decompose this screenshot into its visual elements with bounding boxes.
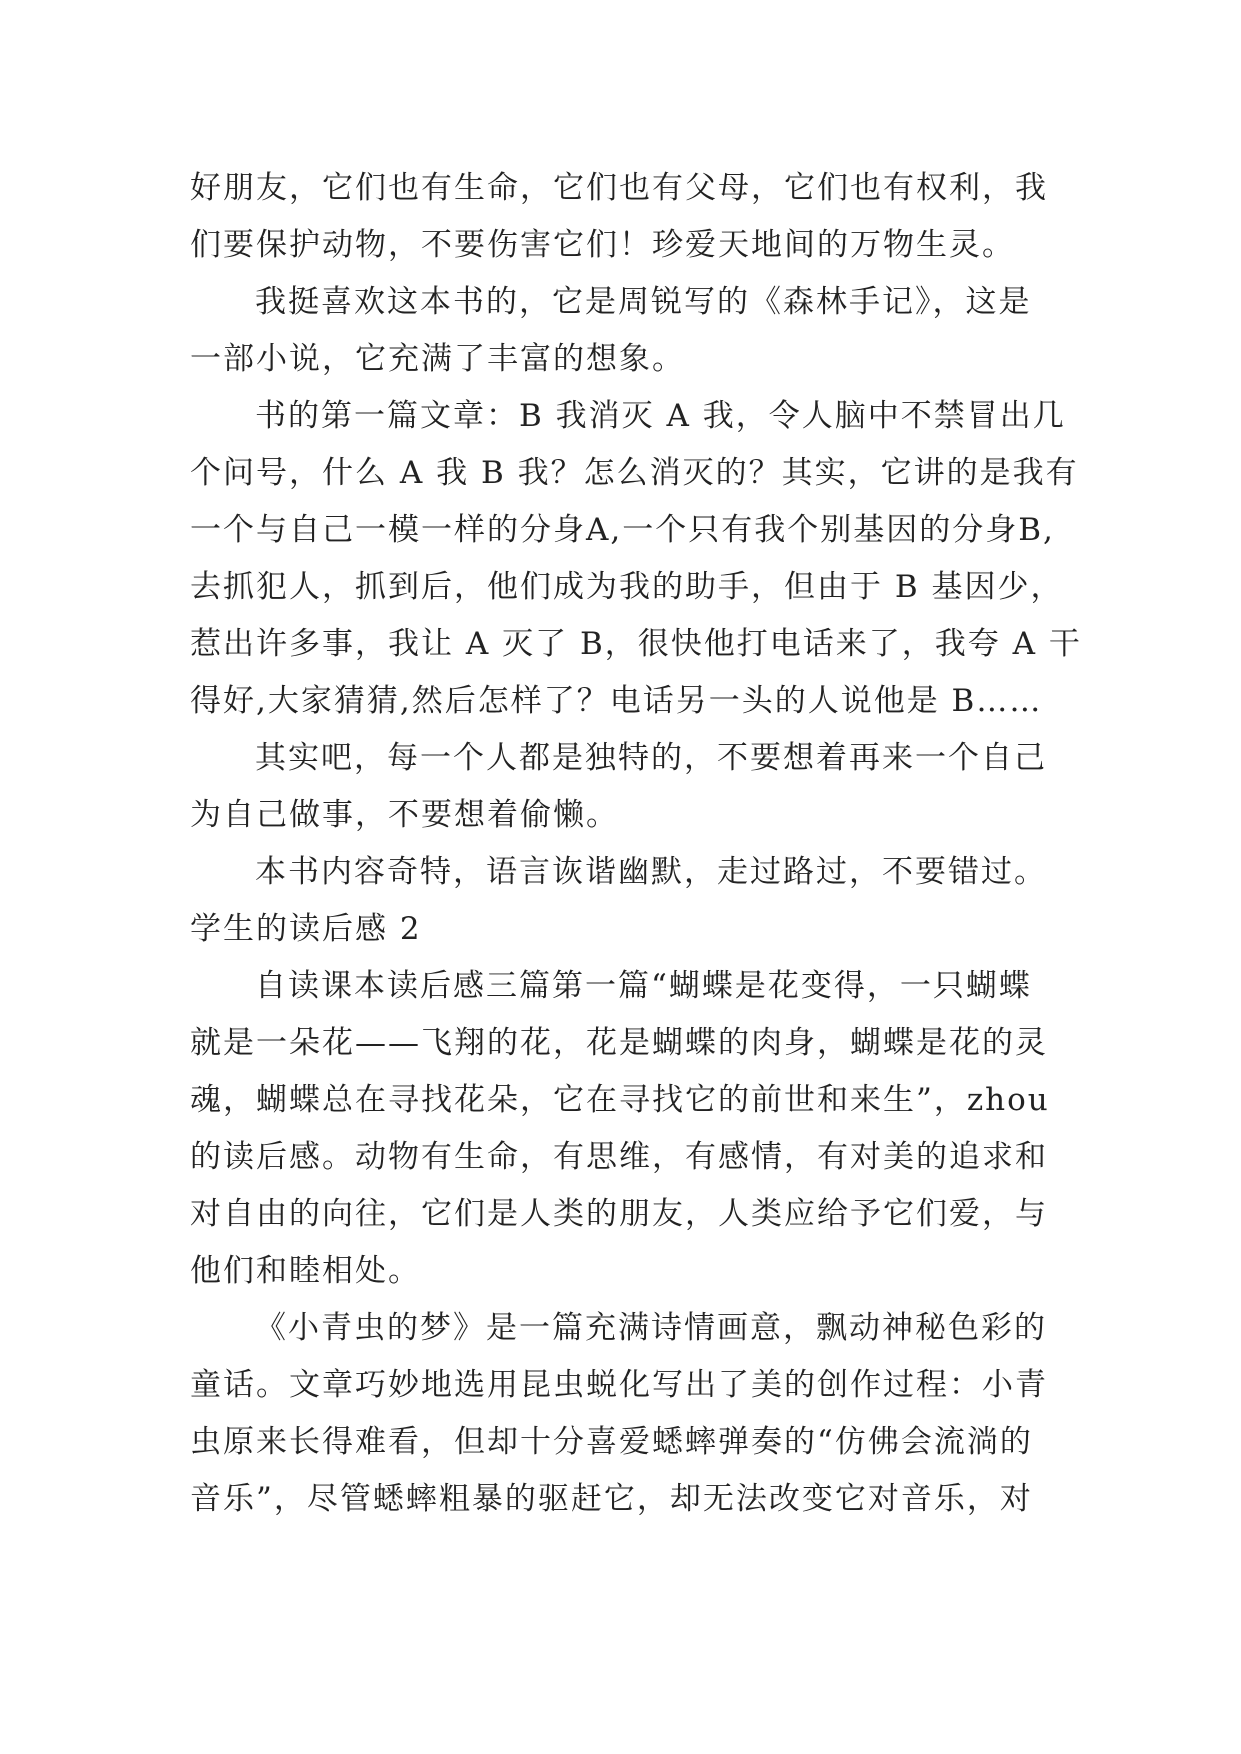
paragraph-start-line: 我挺喜欢这本书的，它是周锐写的《森林手记》，这是 <box>255 284 1032 320</box>
paragraph-start-line: 其实吧，每一个人都是独特的，不要想着再来一个自己 <box>255 740 1047 776</box>
text-line: 一个与自己一模一样的分身A,一个只有我个别基因的分身B, <box>190 512 1055 548</box>
text-line: 他们和睦相处。 <box>190 1253 421 1289</box>
text-line: 去抓犯人，抓到后，他们成为我的助手，但由于 B 基因少， <box>190 569 1064 605</box>
text-line: 对自由的向往，它们是人类的朋友，人类应给予它们爱，与 <box>190 1196 1048 1232</box>
section-heading: 学生的读后感 2 <box>190 911 422 947</box>
paragraph-start-line: 本书内容奇特，语言诙谐幽默，走过路过，不要错过。 <box>255 854 1047 890</box>
text-line: 一部小说，它充满了丰富的想象。 <box>190 341 685 377</box>
text-line: 好朋友，它们也有生命，它们也有父母，它们也有权利，我 <box>190 170 1048 206</box>
text-line: 就是一朵花——飞翔的花，花是蝴蝶的肉身，蝴蝶是花的灵 <box>190 1025 1048 1061</box>
text-line: 童话。文章巧妙地选用昆虫蜕化写出了美的创作过程：小青 <box>190 1367 1048 1403</box>
paragraph-start-line: 《小青虫的梦》是一篇充满诗情画意，飘动神秘色彩的 <box>255 1310 1047 1346</box>
text-line: 个问号，什么 A 我 B 我？怎么消灭的？其实，它讲的是我有 <box>190 455 1079 491</box>
text-line: 得好,大家猜猜,然后怎样了？电话另一头的人说他是 B…… <box>190 683 1043 719</box>
text-line: 为自己做事，不要想着偷懒。 <box>190 797 619 833</box>
paragraph-start-line: 书的第一篇文章：B 我消灭 A 我，令人脑中不禁冒出几 <box>255 398 1066 434</box>
text-line: 惹出许多事，我让 A 灭了 B，很快他打电话来了，我夸 A 干 <box>190 626 1082 662</box>
paragraph-start-line: 自读课本读后感三篇第一篇“蝴蝶是花变得，一只蝴蝶 <box>255 968 1032 1004</box>
text-line: 魂，蝴蝶总在寻找花朵，它在寻找它的前世和来生”，zhou <box>190 1082 1050 1118</box>
text-line: 虫原来长得难看，但却十分喜爱蟋蟀弹奏的“仿佛会流淌的 <box>190 1424 1033 1460</box>
text-line: 们要保护动物，不要伤害它们！珍爱天地间的万物生灵。 <box>190 227 1015 263</box>
text-line: 音乐”，尽管蟋蟀粗暴的驱赶它，却无法改变它对音乐，对 <box>190 1481 1033 1517</box>
text-line: 的读后感。动物有生命，有思维，有感情，有对美的追求和 <box>190 1139 1048 1175</box>
